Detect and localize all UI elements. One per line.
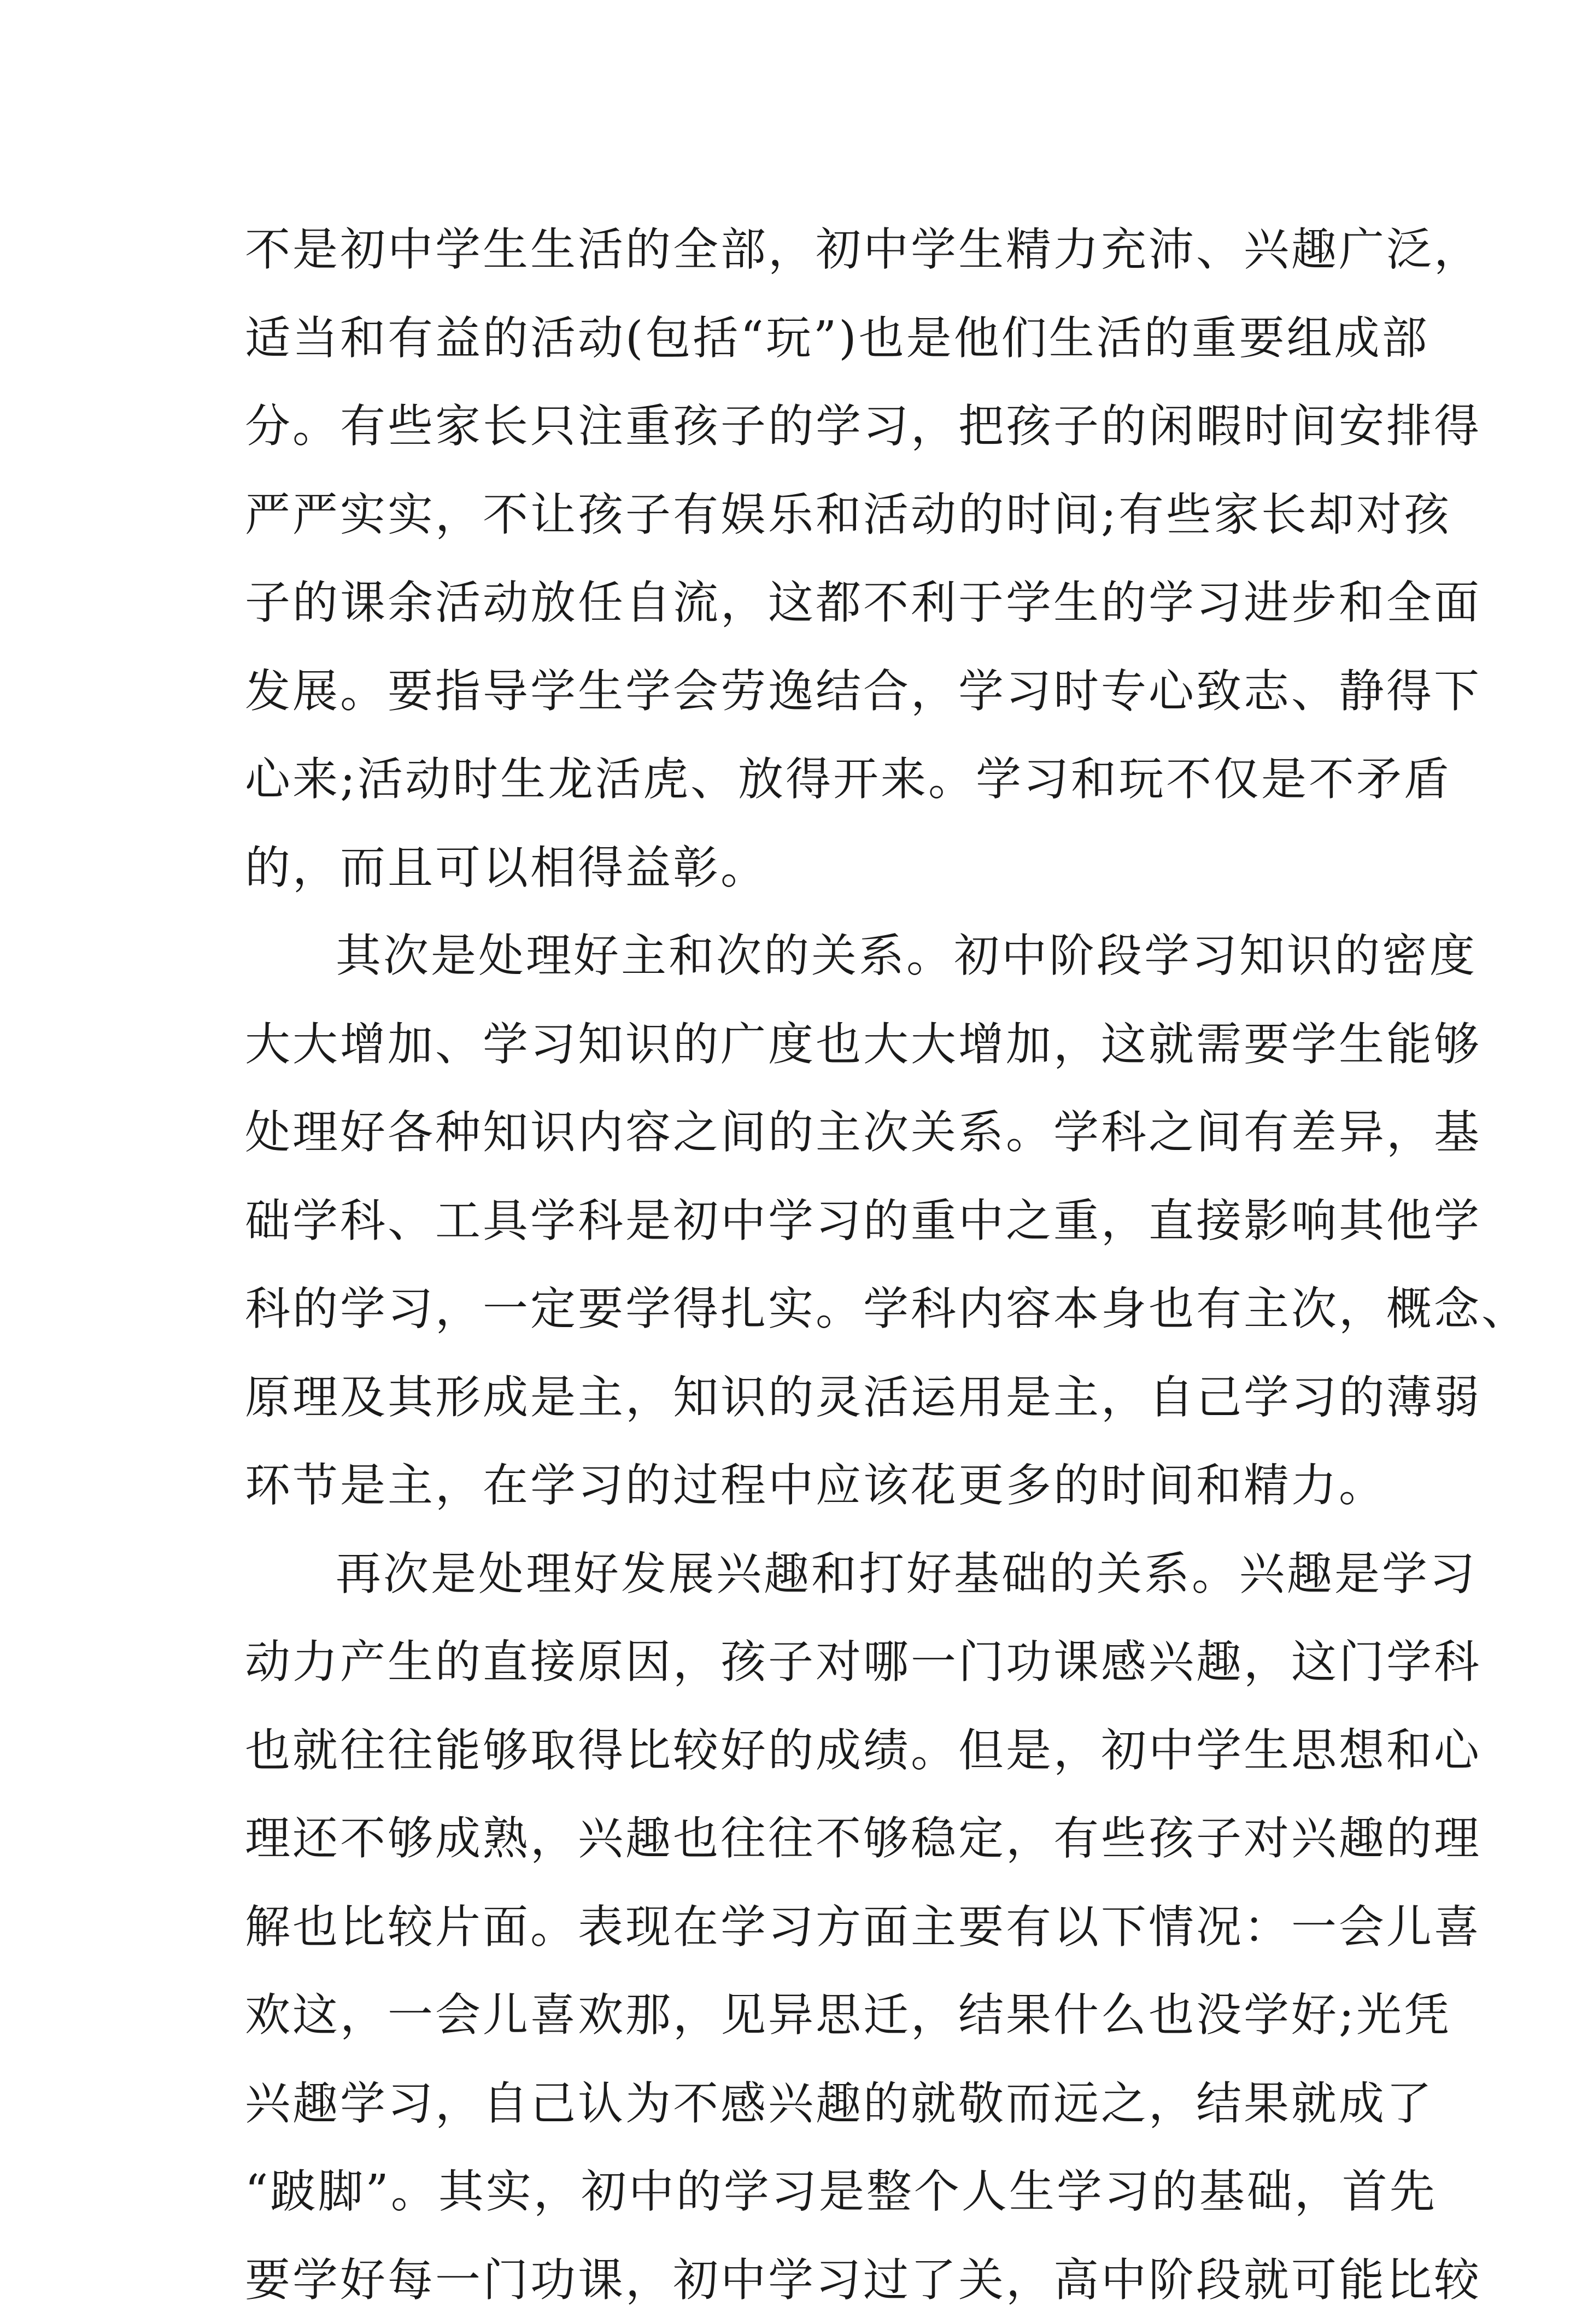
body-text — [245, 206, 1351, 2324]
paragraph-3-line-1: 再次是处理好发展兴趣和打好基础的关系。兴趣是学习 — [245, 1530, 1351, 1618]
paragraph-3-line-8: “跛脚”。其实，初中的学习是整个人生学习的基础，首先 — [245, 2147, 1351, 2236]
paragraph-1-line-1: 不是初中学生生活的全部，初中学生精力充沛、兴趣广泛， — [245, 206, 1351, 294]
paragraph-3-line-2: 动力产生的直接原因，孩子对哪一门功课感兴趣，这门学科 — [245, 1618, 1351, 1706]
paragraph-3-line-6: 欢这，一会儿喜欢那，见异思迁，结果什么也没学好;光凭 — [245, 1971, 1351, 2059]
paragraph-2-line-4: 础学科、工具学科是初中学习的重中之重，直接影响其他学 — [245, 1177, 1351, 1265]
paragraph-3-line-4: 理还不够成熟，兴趣也往往不够稳定，有些孩子对兴趣的理 — [245, 1794, 1351, 1883]
paragraph-1-line-2: 适当和有益的活动(包括“玩”)也是他们生活的重要组成部 — [245, 294, 1351, 383]
paragraph-1-line-5: 子的课余活动放任自流，这都不利于学生的学习进步和全面 — [245, 559, 1351, 647]
paragraph-3-line-7: 兴趣学习，自己认为不感兴趣的就敬而远之，结果就成了 — [245, 2059, 1351, 2148]
paragraph-1-line-3: 分。有些家长只注重孩子的学习，把孩子的闲暇时间安排得 — [245, 382, 1351, 471]
paragraph-2-line-2: 大大增加、学习知识的广度也大大增加，这就需要学生能够 — [245, 1000, 1351, 1089]
paragraph-2-line-5: 科的学习，一定要学得扎实。学科内容本身也有主次，概念、 — [245, 1265, 1351, 1353]
paragraph-1-line-8: 的，而且可以相得益彰。 — [245, 824, 1351, 912]
paragraph-1-line-7: 心来;活动时生龙活虎、放得开来。学习和玩不仅是不矛盾 — [245, 735, 1351, 824]
paragraph-3-line-5: 解也比较片面。表现在学习方面主要有以下情况：一会儿喜 — [245, 1883, 1351, 1971]
paragraph-2-line-7: 环节是主，在学习的过程中应该花更多的时间和精力。 — [245, 1441, 1351, 1530]
paragraph-3-line-3: 也就往往能够取得比较好的成绩。但是，初中学生思想和心 — [245, 1706, 1351, 1795]
paragraph-1-line-4: 严严实实，不让孩子有娱乐和活动的时间;有些家长却对孩 — [245, 471, 1351, 559]
paragraph-2-line-6: 原理及其形成是主，知识的灵活运用是主，自己学习的薄弱 — [245, 1353, 1351, 1442]
paragraph-3-line-9: 要学好每一门功课，初中学习过了关，高中阶段就可能比较 — [245, 2236, 1351, 2324]
paragraph-2-line-3: 处理好各种知识内容之间的主次关系。学科之间有差异，基 — [245, 1088, 1351, 1177]
paragraph-2-line-1: 其次是处理好主和次的关系。初中阶段学习知识的密度 — [245, 912, 1351, 1000]
paragraph-1-line-6: 发展。要指导学生学会劳逸结合，学习时专心致志、静得下 — [245, 647, 1351, 736]
